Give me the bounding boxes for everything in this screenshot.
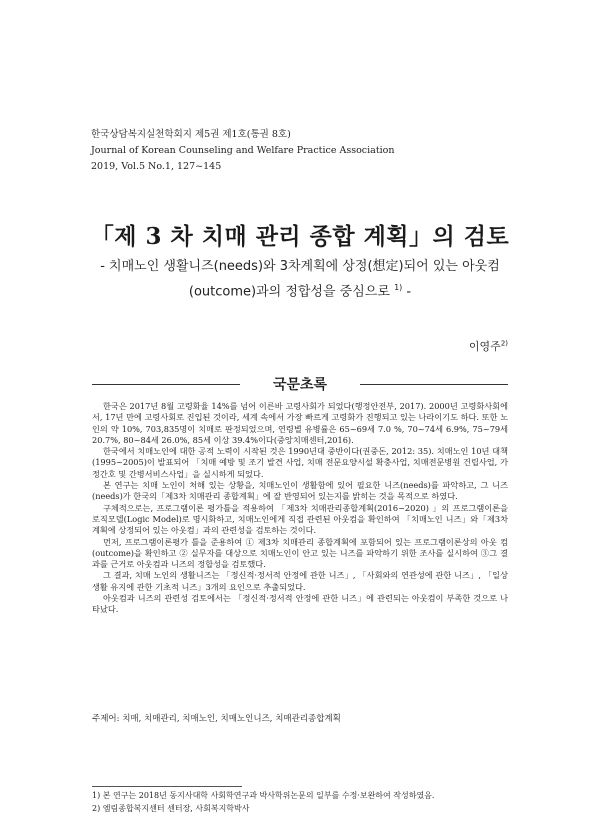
subtitle-line-2-text: (outcome)과의 정합성을 중심으로 bbox=[188, 284, 390, 300]
footnote-divider bbox=[92, 786, 242, 787]
abstract-paragraph: 한국에서 치매노인에 대한 공적 노력이 시작된 것은 1990년대 중반이다(권중돈, 2012: 35). 치매노인 10년 대책(1995~2005)이 발표되어 「치매 예방 및 조기 발견 사업, 치매 전문요양시설 확충사업, 치매전문병원 건립사업, 가정간호 및 간병서비스사업」을 실시하게 되었다. bbox=[92, 446, 508, 479]
subtitle-line-1: - 치매노인 생활니즈(needs)와 3차계획에 상정(想定)되어 있는 아웃컴 bbox=[100, 259, 500, 274]
keywords: 주제어: 치매, 치매관리, 치매노인, 치매노인니즈, 치매관리종합계획 bbox=[92, 714, 341, 724]
paper-title: 「제 3 차 치매 관리 종합 계획」의 검토 bbox=[90, 223, 510, 250]
author-name: 이영주 bbox=[468, 340, 501, 353]
abstract-body bbox=[92, 401, 508, 616]
subtitle-trailing-dash: - bbox=[406, 284, 412, 300]
abstract-paragraph: 아웃컴과 니즈의 관련성 검토에서는 「정신적·정서적 안정에 관한 니즈」에 관련되는 아웃컴이 부족한 것으로 나타났다. bbox=[92, 593, 508, 615]
subtitle-line-2 bbox=[80, 277, 520, 302]
footnotes bbox=[92, 790, 508, 815]
subtitle-footnote-mark: 1) bbox=[394, 283, 403, 292]
abstract-paragraph: 본 연구는 치매 노인이 처해 있는 상황을, 치매노인이 생활함에 있어 필요한 니즈(needs)를 파악하고, 그 니즈(needs)가 한국의「제3차 치매관리 종합계획」에 잘 반영되어 있는지를 밝히는 것을 목적으로 하였다. bbox=[92, 480, 508, 502]
abstract-heading bbox=[92, 374, 508, 394]
abstract-paragraph: 한국은 2017년 8월 고령화율 14%를 넘어 이른바 고령사회가 되었다(행정안전부, 2017). 2000년 고령화사회에서, 17년 만에 고령사회로 진입된 것이라, 세계 속에서 가장 빠르게 고령화가 진행되고 있는 나라이기도 하다. 또한 노인의 약 10%, 703,835명이 치매로 판정되었으며, 연령별 유병률은 65~69세 7.0 %, 70~74세 6.9%, 75~79세 20.7%, 80~84세 26.0%, 85세 이상 39.4%이다(중앙치매센터,2016). bbox=[92, 401, 508, 445]
abstract-paragraph: 구체적으로는, 프로그램이론 평가틀을 적용하여 「제3차 치매관리종합계획(2016~2020) 」의 프로그램이론을 로직모델(Logic Model)로 명시화하고, 치매노인에게 직접 관련된 아웃컴을 확인하여 「치매노인 니즈」와「제3차 계획에 상정되어 있는 아웃컴」과의 관련성을 검토하는 것이다. bbox=[92, 502, 508, 536]
footnote: 1) 본 연구는 2018년 동지사대학 사회학연구과 박사학위논문의 일부를 수정·보완하여 작성하였음. bbox=[92, 791, 435, 800]
author-footnote-mark: 2) bbox=[500, 339, 508, 348]
journal-korean-name: 한국상담복지실천학회지 제5권 제1호(통권 8호) bbox=[91, 129, 291, 140]
abstract-paragraph: 먼저, 프로그램이론평가 틀을 준용하여 ① 제3차 치매관리 종합계획에 포함되어 있는 프로그램이론상의 아웃 컴(outcome)을 확인하고 ② 실무자를 대상으로 치매노인이 안고 있는 니즈를 파악하기 위한 조사를 실시하여 ③그 결과를 근거로 아웃컴과 니즈의 정합성을 검토했다. bbox=[92, 536, 508, 570]
author bbox=[469, 338, 508, 354]
abstract-heading-label: 국문초록 bbox=[272, 377, 328, 393]
footnote: 2) 엠림종합복지센터 센터장, 사회복지학박사 bbox=[92, 803, 250, 813]
paper-subtitle bbox=[80, 256, 520, 302]
journal-volume-info: 2019, Vol.5 No.1, 127~145 bbox=[91, 161, 222, 172]
heading-rule-right bbox=[360, 384, 508, 385]
abstract-paragraph: 그 결과, 치매 노인의 생활니즈는 「정신적·정서적 안정에 관한 니즈」, 「사회와의 연관성에 관한 니즈」, 「일상생활 유지에 관한 기초적 니즈」3개의 요인으로 추출되었다. bbox=[92, 570, 508, 592]
journal-header bbox=[91, 127, 395, 175]
journal-english-name: Journal of Korean Counseling and Welfare Practice Association bbox=[91, 145, 395, 156]
